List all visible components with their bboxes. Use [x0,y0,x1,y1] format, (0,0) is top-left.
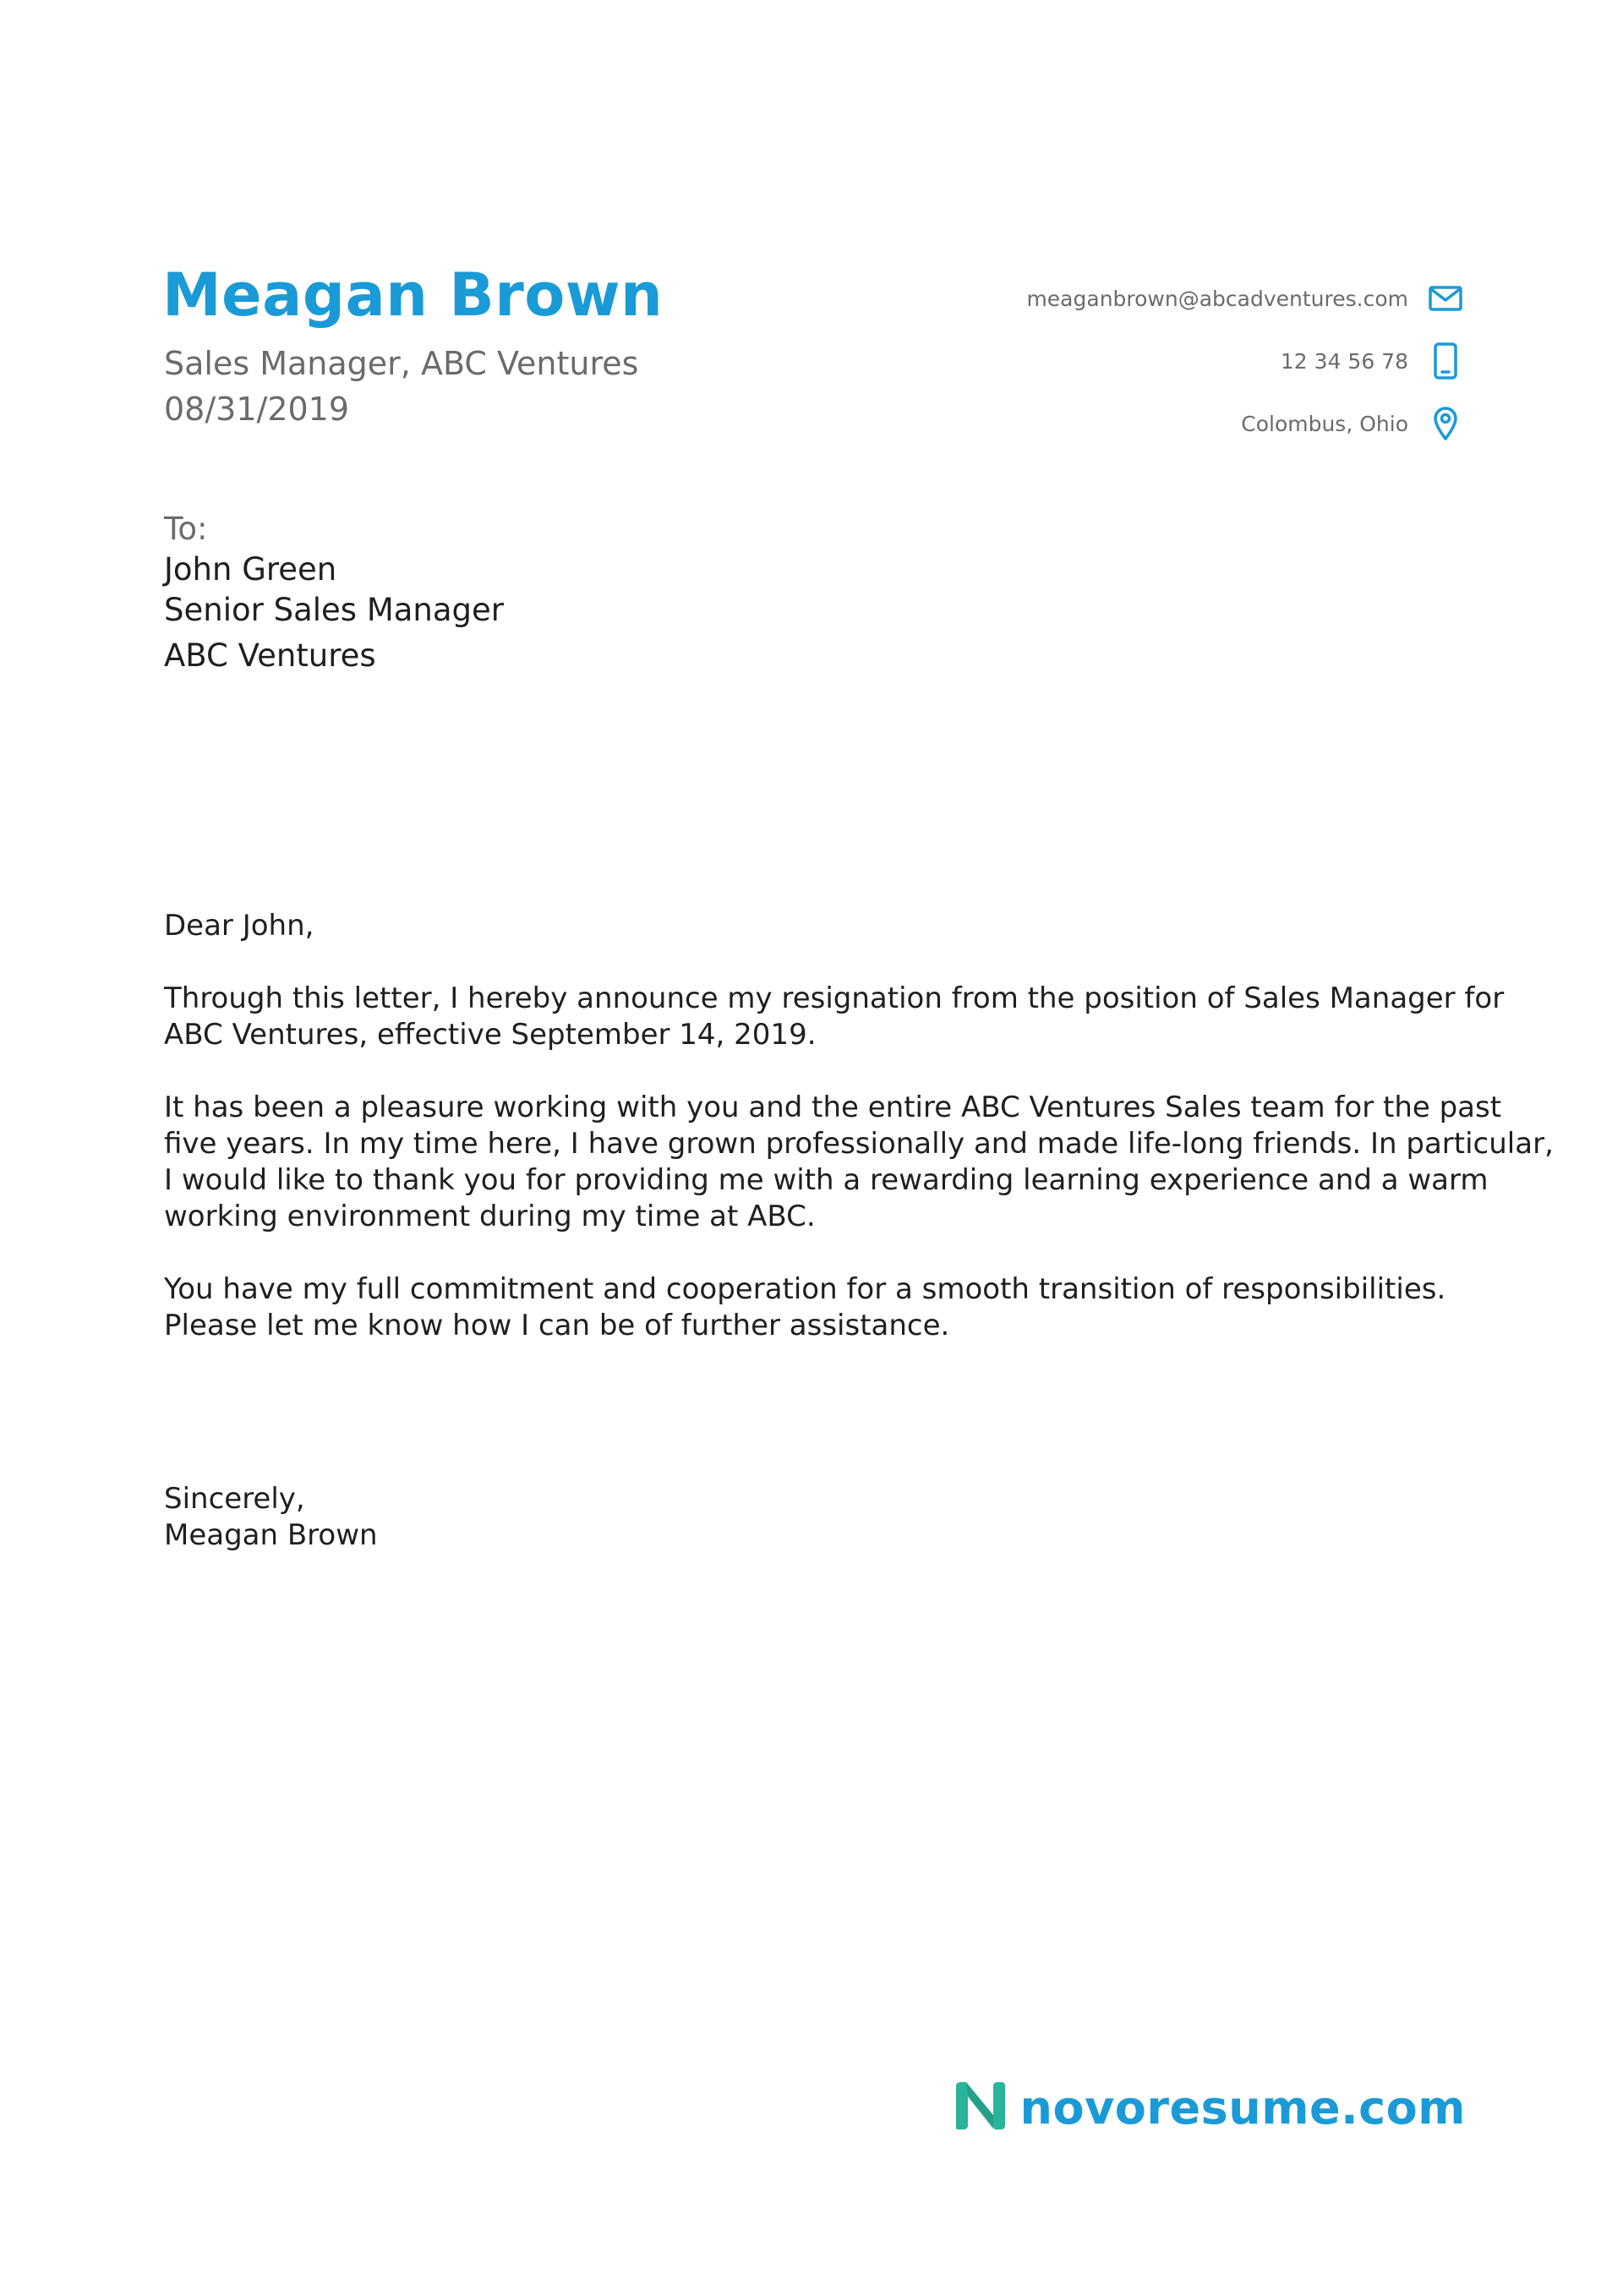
sender-name: Meagan Brown [162,260,664,330]
letter-body [164,908,1554,1380]
recipient-company: ABC Ventures [164,637,376,674]
recipient-to-label: To: [164,511,208,547]
salutation [164,908,1483,944]
signature-name: Meagan Brown [164,1518,378,1552]
closing-block [164,1481,378,1554]
novoresume-logo-icon [953,2080,1008,2135]
contact-phone[interactable]: 12 34 56 78 [1280,348,1408,374]
recipient-title: Senior Sales Manager [164,592,505,628]
paragraph-1 [164,981,1505,1053]
contact-phone-row [1281,342,1464,380]
novoresume-brand-text[interactable]: novoresume.com [1019,2080,1466,2135]
letter-date: 08/31/2019 [164,391,350,428]
sender-job-title: Sales Manager, ABC Ventures [164,345,639,382]
contact-location-row [1241,404,1464,443]
salutation-text: Dear John, [164,909,314,943]
contact-email-row [1026,279,1464,318]
novoresume-brand[interactable] [953,2080,1466,2135]
contact-location: Colombus, Ohio [1241,411,1408,436]
recipient-block [164,509,504,676]
paragraph-3 [164,1271,1483,1344]
paragraph-1-line: Through this letter, I hereby announce my resignation from the position of Sales Manager for [164,981,1505,1015]
paragraph-3-line: You have my full commitment and cooperation for a smooth transition of responsibilities. [164,1272,1446,1306]
paragraph-1-line: ABC Ventures, effective September 14, 2019. [164,1018,817,1052]
contact-email[interactable]: meaganbrown@abcadventures.com [1026,286,1408,311]
paragraph-2 [164,1090,1554,1235]
phone-icon [1427,342,1464,380]
paragraph-2-line: I would like to thank you for providing me with a rewarding learning experience and a warm [164,1163,1489,1197]
paragraph-3-line: Please let me know how I can be of further assistance. [164,1309,950,1342]
paragraph-2-line: five years. In my time here, I have grown professionally and made life-long friends. In particular, [164,1127,1554,1161]
envelope-icon [1427,279,1464,318]
paragraph-2-line: working environment during my time at ABC. [164,1200,816,1233]
recipient-name: John Green [164,551,337,588]
map-pin-icon [1427,404,1464,443]
closing-text: Sincerely, [164,1482,305,1516]
paragraph-2-line: It has been a pleasure working with you and the entire ABC Ventures Sales team for the past [164,1091,1502,1124]
